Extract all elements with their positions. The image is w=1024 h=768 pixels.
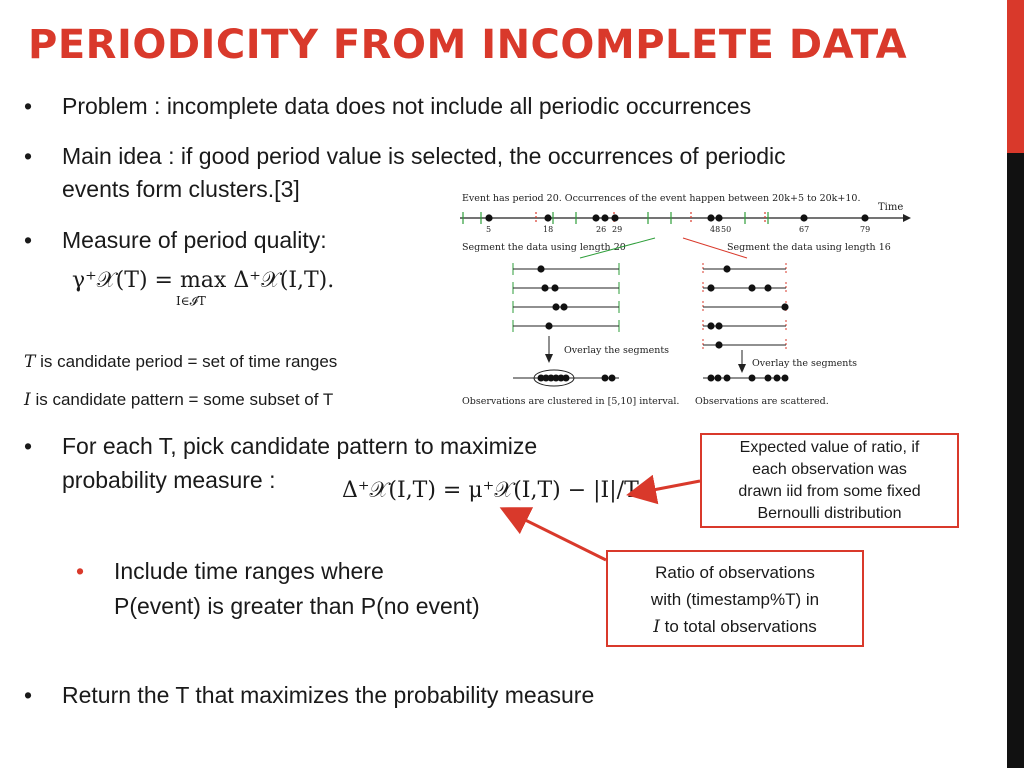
delta-formula: Δ⁺𝒳(I,T) = μ⁺𝒳(I,T) − |I|/T xyxy=(342,478,639,503)
bullet-icon: • xyxy=(24,433,33,459)
overlay-label-right: Overlay the segments xyxy=(752,358,858,369)
observation-label-right: Observations are scattered. xyxy=(695,396,829,407)
arrow-expected-value xyxy=(632,481,700,494)
tick-label: 48 xyxy=(710,225,721,234)
tick-label: 79 xyxy=(860,225,871,234)
tick-label: 5 xyxy=(486,225,492,234)
callout-ratio: Ratio of observations with (timestamp%T) in I to total observations xyxy=(606,550,864,647)
tick-label: 67 xyxy=(799,225,810,234)
bullet-icon: • xyxy=(24,227,33,253)
tick-label: 26 xyxy=(596,225,607,234)
timeline-arrowhead xyxy=(903,214,911,222)
gamma-formula: γ⁺𝒳(T) = max Δ⁺𝒳(I,T). xyxy=(72,268,335,293)
tick-label: 50 xyxy=(721,225,732,234)
slide-title: PERIODICITY FROM INCOMPLETE DATA xyxy=(28,22,908,68)
segmentation-figure xyxy=(455,188,915,413)
figure-caption: Event has period 20. Occurrences of the event happen between 20k+5 to 20k+10. xyxy=(462,193,861,204)
callout-expected-value: Expected value of ratio, if each observation was drawn iid from some fixed Bernoulli distribution xyxy=(700,433,959,528)
definition-t: T is candidate period = set of time ranges xyxy=(24,352,338,372)
tick-label: 29 xyxy=(612,225,623,234)
segment-label-right: Segment the data using length 16 xyxy=(727,242,891,253)
overlay-label-left: Overlay the segments xyxy=(564,345,670,356)
bullet-icon: • xyxy=(24,143,33,169)
observation-label-left: Observations are clustered in [5,10] interval. xyxy=(462,396,680,407)
gamma-formula-subscript: I∈𝓘T xyxy=(176,294,206,308)
right-segments xyxy=(703,263,789,351)
definition-i: I is candidate pattern = some subset of T xyxy=(24,390,334,410)
bullet-icon: • xyxy=(24,93,33,119)
bullet-icon: • xyxy=(24,682,33,708)
segment-label-left: Segment the data using length 20 xyxy=(462,242,626,253)
tick-label: 18 xyxy=(543,225,554,234)
left-segments xyxy=(513,263,619,332)
arrow-ratio xyxy=(505,510,606,560)
bullet-icon: • xyxy=(76,558,85,584)
time-label: Time xyxy=(878,202,904,213)
